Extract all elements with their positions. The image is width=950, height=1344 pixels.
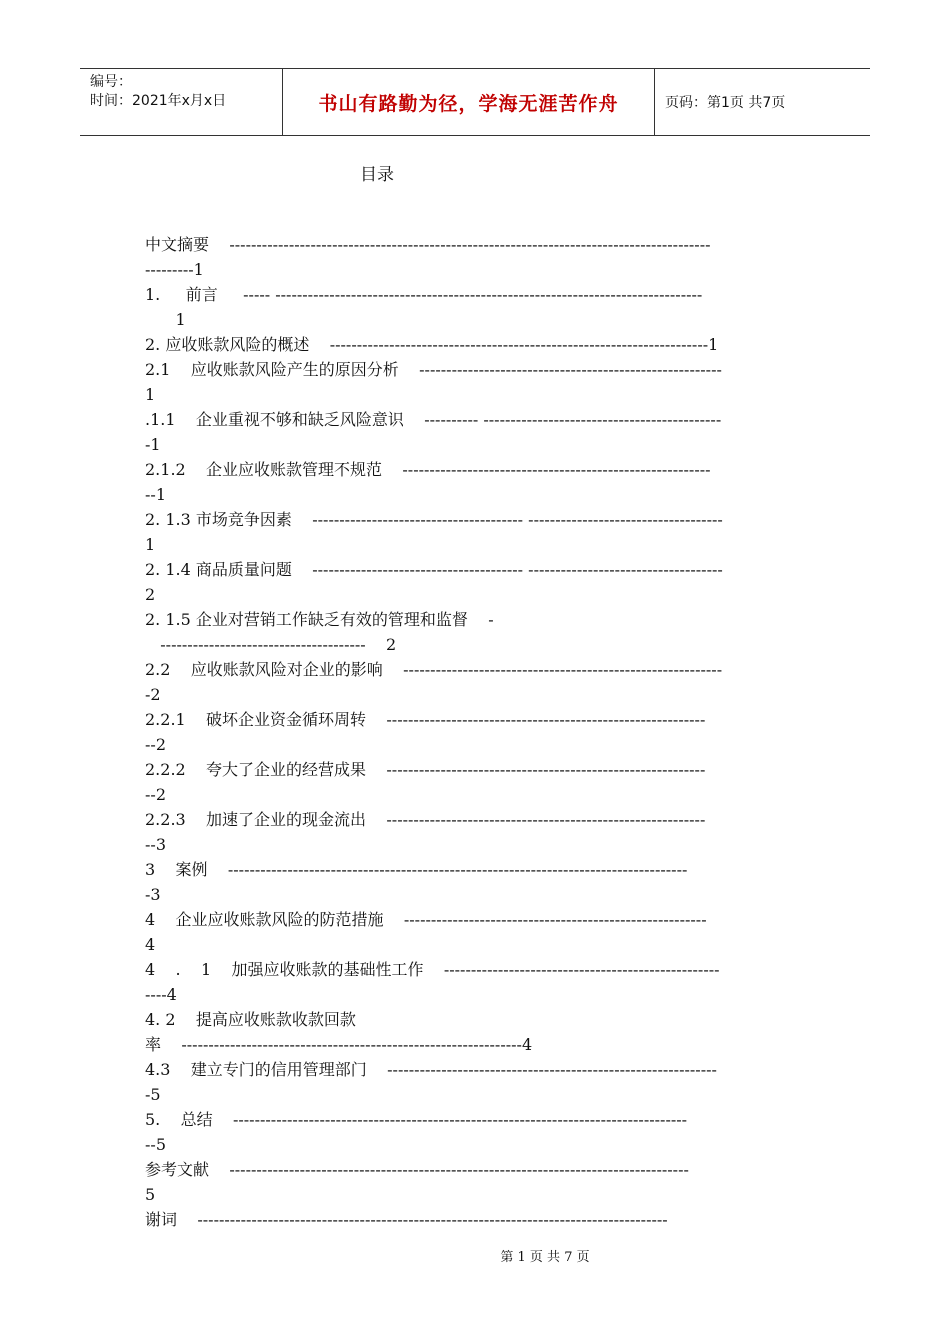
table-of-contents	[145, 232, 810, 1232]
page-footer: 第 1 页 共 7 页	[500, 1250, 590, 1265]
document-time-label: 时间：2021年x月x日	[90, 93, 227, 109]
toc-line: --2	[145, 785, 166, 804]
toc-line: --5	[145, 1135, 166, 1154]
toc-line: 2. 1.5 企业对营销工作缺乏有效的管理和监督 -	[145, 610, 494, 629]
header-motto: 书山有路勤为径，学海无涯苦作舟	[282, 69, 655, 135]
toc-line: 2	[145, 585, 156, 604]
toc-line: 2. 1.3 市场竞争因素 --------------------------------------- ------------------------------------	[145, 510, 723, 529]
toc-line: 2.2.1 破坏企业资金循环周转 -----------------------------------------------------------	[145, 710, 706, 729]
toc-line: 2. 1.4 商品质量问题 --------------------------------------- ------------------------------------	[145, 560, 723, 579]
toc-line: 2.1.2 企业应收账款管理不规范 ---------------------------------------------------------	[145, 460, 711, 479]
header-page-info: 页码：第1页 共7页	[665, 95, 786, 111]
document-number-label: 编号：	[90, 74, 132, 90]
toc-line: 4. 2 提高应收账款收款回款	[145, 1010, 356, 1029]
toc-line: 4 . 1 加强应收账款的基础性工作 ---------------------------------------------------	[145, 960, 720, 979]
toc-line: 4.3 建立专门的信用管理部门 -------------------------------------------------------------	[145, 1060, 717, 1079]
toc-line: 率 ---------------------------------------------------------------4	[145, 1035, 533, 1054]
header-meta	[80, 69, 282, 135]
toc-line: -1	[145, 435, 161, 454]
toc-line: ---------1	[145, 260, 204, 279]
toc-line: 1	[145, 385, 156, 404]
toc-line: .1.1 企业重视不够和缺乏风险意识 ---------- --------------------------------------------	[145, 410, 722, 429]
toc-line: 2. 应收账款风险的概述 ----------------------------------------------------------------------1	[145, 335, 719, 354]
toc-line: 1	[145, 535, 156, 554]
toc-line: -------------------------------------- 2	[145, 635, 397, 654]
toc-line: -2	[145, 685, 161, 704]
toc-line: --2	[145, 735, 166, 754]
toc-line: 2.2.3 加速了企业的现金流出 -----------------------------------------------------------	[145, 810, 706, 829]
toc-line: 谢词 ---------------------------------------------------------------------------------------	[145, 1210, 668, 1229]
toc-line: 2.2 应收账款风险对企业的影响 -----------------------------------------------------------	[145, 660, 723, 679]
toc-line: 2.2.2 夸大了企业的经营成果 -----------------------------------------------------------	[145, 760, 706, 779]
toc-line: 2.1 应收账款风险产生的原因分析 --------------------------------------------------------	[145, 360, 722, 379]
toc-line: 3 案例 -------------------------------------------------------------------------------------	[145, 860, 688, 879]
toc-line: --3	[145, 835, 166, 854]
toc-line: -3	[145, 885, 161, 904]
toc-line: ----4	[145, 985, 177, 1004]
toc-line: 4 企业应收账款风险的防范措施 --------------------------------------------------------	[145, 910, 707, 929]
page-header	[80, 68, 870, 136]
toc-line: 5. 总结 ------------------------------------------------------------------------------------	[145, 1110, 688, 1129]
toc-title: 目录	[360, 165, 394, 185]
toc-line: 中文摘要 -----------------------------------------------------------------------------------------	[145, 235, 711, 254]
toc-line: 1	[145, 310, 186, 329]
toc-line: --1	[145, 485, 166, 504]
toc-line: -5	[145, 1085, 161, 1104]
toc-line: 参考文献 -------------------------------------------------------------------------------------	[145, 1160, 689, 1179]
toc-line: 5	[145, 1185, 156, 1204]
toc-line: 1. 前言 ----- -------------------------------------------------------------------------------	[145, 285, 703, 304]
toc-line: 4	[145, 935, 156, 954]
